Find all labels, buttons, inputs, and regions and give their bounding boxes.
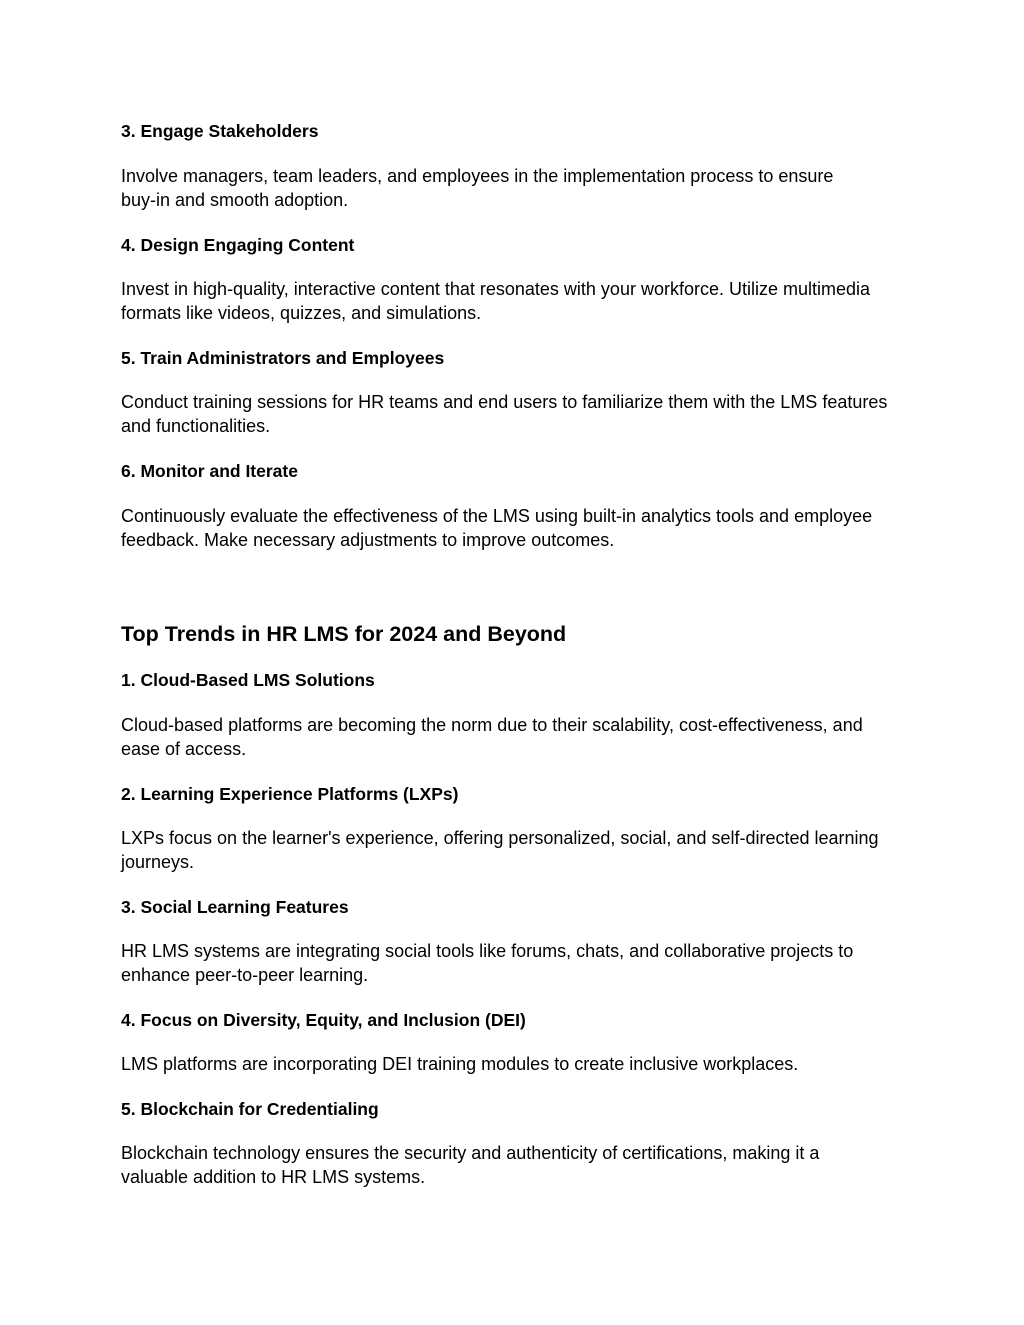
trend-body-line: Blockchain technology ensures the security and authenticity of certifications, making it a <box>121 1143 820 1163</box>
trend-body-line: enhance peer-to-peer learning. <box>121 965 369 985</box>
step-body-line: Involve managers, team leaders, and employees in the implementation process to ensure <box>121 166 834 186</box>
step-heading: 3. Engage Stakeholders <box>121 121 319 141</box>
step-heading: 6. Monitor and Iterate <box>121 461 298 481</box>
step-body-line: Conduct training sessions for HR teams and end users to familiarize them with the LMS features <box>121 392 888 412</box>
trend-body-line: Cloud-based platforms are becoming the norm due to their scalability, cost-effectiveness, and <box>121 715 863 735</box>
trend-heading: 2. Learning Experience Platforms (LXPs) <box>121 784 459 804</box>
step-body-line: feedback. Make necessary adjustments to improve outcomes. <box>121 530 615 550</box>
trend-body-line: valuable addition to HR LMS systems. <box>121 1167 426 1187</box>
trend-heading: 5. Blockchain for Credentialing <box>121 1099 379 1119</box>
trend-heading: 1. Cloud-Based LMS Solutions <box>121 670 375 690</box>
step-heading: 5. Train Administrators and Employees <box>121 348 445 368</box>
trend-body-line: ease of access. <box>121 739 247 759</box>
step-body-line: Continuously evaluate the effectiveness of the LMS using built-in analytics tools and employee <box>121 506 873 526</box>
step-body-line: Invest in high-quality, interactive content that resonates with your workforce. Utilize multimedia <box>121 279 871 299</box>
step-body-line: and functionalities. <box>121 416 271 436</box>
trend-body-line: LXPs focus on the learner's experience, offering personalized, social, and self-directed learning <box>121 828 879 848</box>
trend-body-line: LMS platforms are incorporating DEI training modules to create inclusive workplaces. <box>121 1054 799 1074</box>
trend-body-line: journeys. <box>121 852 195 872</box>
step-body-line: buy-in and smooth adoption. <box>121 190 349 210</box>
trend-heading: 3. Social Learning Features <box>121 897 349 917</box>
step-body-line: formats like videos, quizzes, and simulations. <box>121 303 482 323</box>
trend-body-line: HR LMS systems are integrating social tools like forums, chats, and collaborative projects to <box>121 941 854 961</box>
trend-heading: 4. Focus on Diversity, Equity, and Inclusion (DEI) <box>121 1010 526 1030</box>
step-heading: 4. Design Engaging Content <box>121 235 355 255</box>
section-title: Top Trends in HR LMS for 2024 and Beyond <box>121 622 567 646</box>
